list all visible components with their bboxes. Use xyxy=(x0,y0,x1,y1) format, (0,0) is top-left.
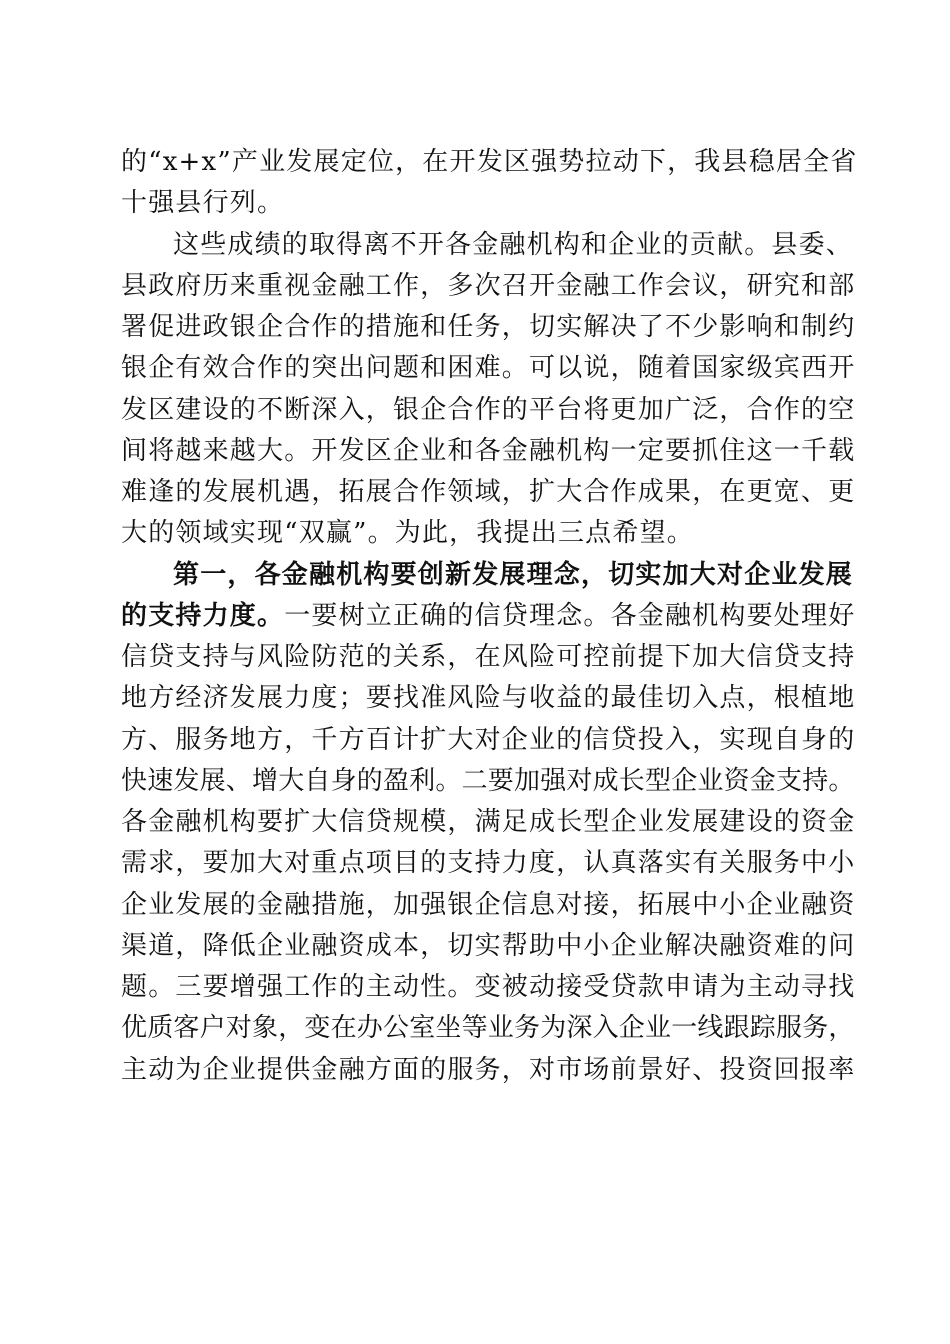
text-line: 十强县行列。 xyxy=(121,188,285,219)
section-heading-tail: 的支持力度。 xyxy=(121,600,285,631)
text-line: 发区建设的不断深入，银企合作的平台将更加广泛，合作的空 xyxy=(121,394,856,425)
text-line: 银企有效合作的突出问题和困难。可以说，随着国家级宾西开 xyxy=(121,353,856,384)
text-line: 快速发展、增大自身的盈利。二要加强对成长型企业资金支持。 xyxy=(121,765,855,796)
document-body xyxy=(121,142,858,1091)
text-line: 的“x+x”产业发展定位，在开发区强势拉动下，我县稳居全省 xyxy=(121,147,858,177)
text-line: 方、服务地方，千方百计扩大对企业的信贷投入，实现自身的 xyxy=(121,724,856,755)
text-line: 县政府历来重视金融工作，多次召开金融工作会议，研究和部 xyxy=(121,270,856,301)
text-line: 渠道，降低企业融资成本，切实帮助中小企业解决融资难的问 xyxy=(121,930,856,961)
text-line: 需求，要加大对重点项目的支持力度，认真落实有关服务中小 xyxy=(121,848,856,879)
text-line-rest: 一要树立正确的信贷理念。各金融机构要处理好 xyxy=(284,600,856,631)
text-line xyxy=(121,596,856,637)
text-line: 间将越来越大。开发区企业和各金融机构一定要抓住这一千载 xyxy=(121,435,856,466)
paragraph-start-line: 这些成绩的取得离不开各金融机构和企业的贡献。县委、 xyxy=(173,229,854,260)
text-line: 优质客户对象，变在办公室坐等业务为深入企业一线跟踪服务， xyxy=(121,1013,855,1044)
text-line: 各金融机构要扩大信贷规模，满足成长型企业发展建设的资金 xyxy=(121,807,856,837)
text-line: 主动为企业提供金融方面的服务，对市场前景好、投资回报率 xyxy=(121,1054,856,1085)
text-line: 地方经济发展力度；要找准风险与收益的最佳切入点，根植地 xyxy=(121,683,856,714)
text-line: 题。三要增强工作的主动性。变被动接受贷款申请为主动寻找 xyxy=(121,972,856,1002)
text-line: 署促进政银企合作的措施和任务，切实解决了不少影响和制约 xyxy=(121,312,856,342)
section-heading-line: 第一，各金融机构要创新发展理念，切实加大对企业发展 xyxy=(173,559,854,590)
text-line: 难逢的发展机遇，拓展合作领域，扩大合作成果，在更宽、更 xyxy=(121,477,856,507)
text-line: 信贷支持与风险防范的关系，在风险可控前提下加大信贷支持 xyxy=(121,642,856,672)
text-line: 企业发展的金融措施，加强银企信息对接，拓展中小企业融资 xyxy=(121,889,856,920)
text-line: 大的领域实现“双赢”。为此，我提出三点希望。 xyxy=(121,518,694,549)
